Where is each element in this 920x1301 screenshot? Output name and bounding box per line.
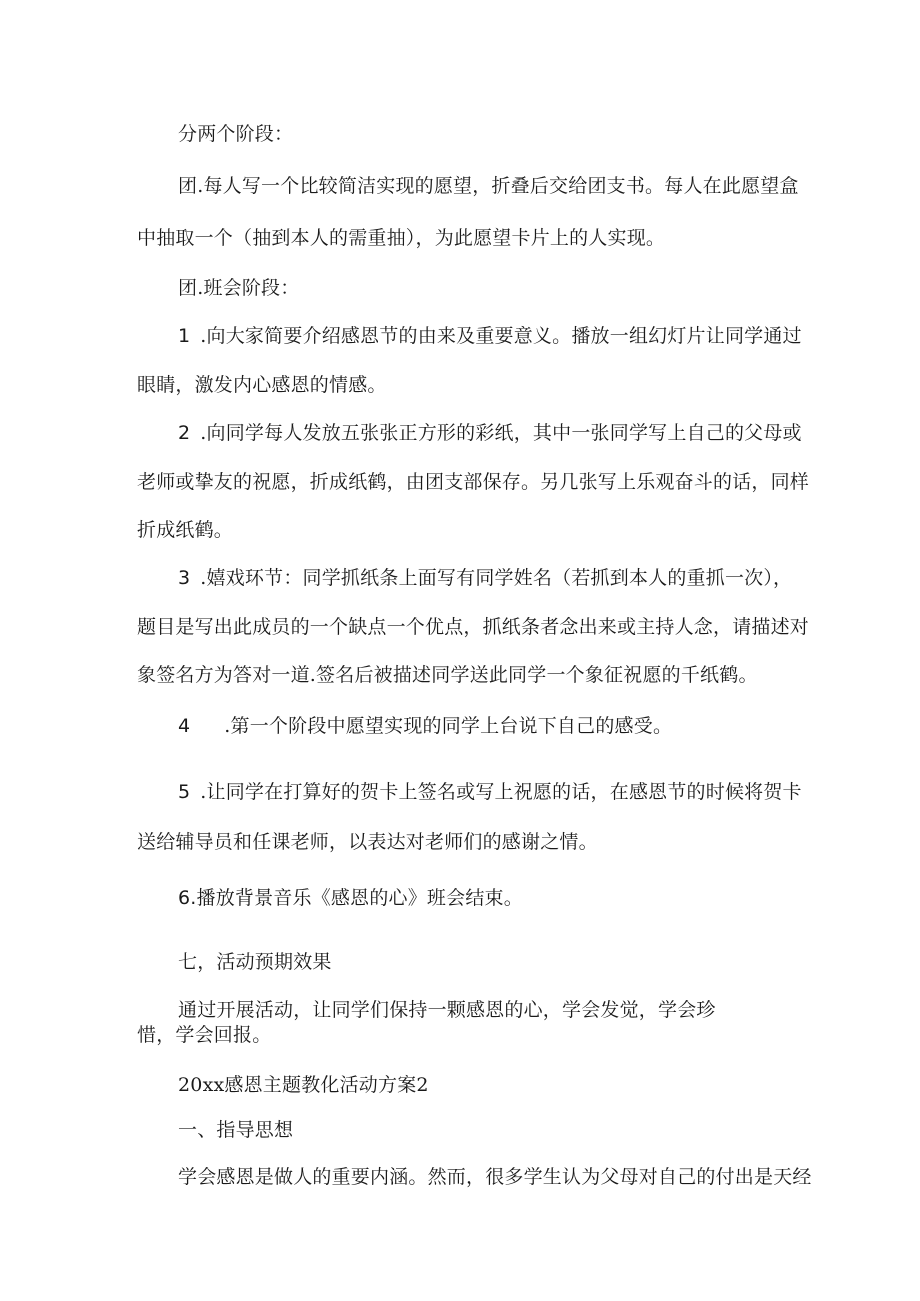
item-1-line1 [178,324,802,348]
item-3-line1 [178,566,792,590]
item-5-line1 [178,780,802,804]
item-2-line1 [178,421,802,445]
item-2-number: 2 [178,422,191,444]
item-6-number: 6. [178,887,197,909]
item-5-text: .让同学在打算好的贺卡上签名或写上祝愿的话，在感恩节的时候将贺卡 [200,781,802,803]
item-5-line2: 送给辅导员和任课老师，以表达对老师们的感谢之情。 [137,831,598,853]
item-1-text: .向大家简要介绍感恩节的由来及重要意义。播放一组幻灯片让同学通过 [200,325,802,347]
section-7-heading: 七，活动预期效果 [178,951,332,973]
stage1-line2: 中抽取一个（抽到本人的需重抽），为此愿望卡片上的人实现。 [137,227,666,249]
item-4-line1 [178,714,672,738]
item-2-line3: 折成纸鹤。 [137,519,234,541]
item-6-line1 [178,886,523,910]
item-6-text: 播放背景音乐《感恩的心》班会结束。 [196,887,523,909]
stages-intro: 分两个阶段： [178,123,294,145]
item-2-line2: 老师或挚友的祝愿，折成纸鹤，由团支部保存。另几张写上乐观奋斗的话，同样 [137,471,810,493]
item-3-number: 3 [178,567,191,589]
section-7-line2: 惜，学会回报。 [137,1024,272,1046]
item-5-number: 5 [178,781,191,803]
item-1-line2: 眼睛，激发内心感恩的情感。 [137,374,387,396]
doc2-section1-line1: 学会感恩是做人的重要内涵。然而，很多学生认为父母对自己的付出是天经 [178,1166,812,1188]
stage1-line1: 团.每人写一个比较简洁实现的愿望，折叠后交给团支书。每人在此愿望盒 [178,175,799,197]
item-3-text: .嬉戏环节：同学抓纸条上面写有同学姓名（若抓到本人的重抓一次）， [200,567,793,589]
doc2-title: 20xx感恩主题教化活动方案2 [178,1074,429,1096]
doc2-section1-heading: 一、指导思想 [178,1119,294,1141]
item-4-text: .第一个阶段中愿望实现的同学上台说下自己的感受。 [224,715,673,737]
item-2-text: .向同学每人发放五张张正方形的彩纸，其中一张同学写上自己的父母或 [200,422,802,444]
item-3-line2: 题目是写出此成员的一个缺点一个优点，抓纸条者念出来或主持人念，请描述对 [137,616,810,638]
item-3-line3: 象签名方为答对一道.签名后被描述同学送此同学一个象征祝愿的千纸鹤。 [137,664,758,686]
stage2-heading: 团.班会阶段： [178,277,300,299]
section-7-line1: 通过开展活动，让同学们保持一颗感恩的心，学会发觉，学会珍 [178,999,716,1021]
item-4-number: 4 [178,715,191,737]
item-1-number: 1 [178,325,191,347]
